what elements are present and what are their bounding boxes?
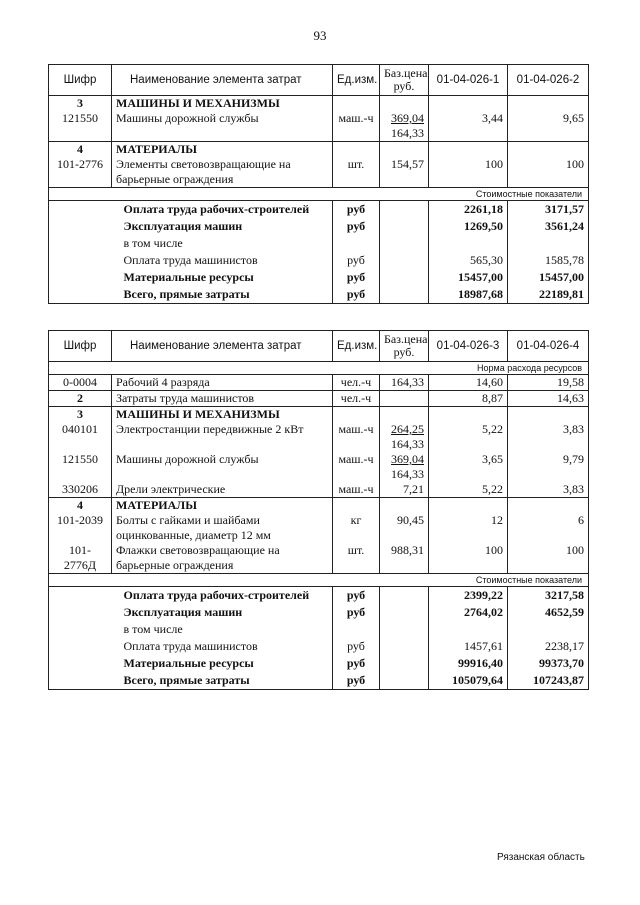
table-row	[49, 375, 589, 391]
row-unit: кг	[333, 513, 380, 543]
section-label: Норма расхода ресурсов	[49, 362, 589, 375]
row-name: Рабочий 4 разряда	[112, 375, 333, 391]
summary-unit: руб	[333, 655, 380, 672]
row-unit: маш.-ч	[333, 452, 380, 482]
section-label-row	[49, 362, 589, 375]
summary-name: Материальные ресурсы	[112, 655, 333, 672]
summary-name: Оплата труда машинистов	[112, 252, 333, 269]
row-code: 101-2039	[49, 513, 112, 543]
row-price: 154,57	[380, 157, 429, 188]
row-name: Машины дорожной службы	[112, 452, 333, 482]
section-label-row	[49, 188, 589, 201]
summary-value-a: 1457,61	[429, 638, 508, 655]
row-unit: шт.	[333, 543, 380, 574]
summary-value-b: 4652,59	[508, 604, 589, 621]
header-column-a: 01-04-026-3	[429, 331, 508, 362]
row-price: 164,33	[380, 375, 429, 391]
row-unit: чел.-ч	[333, 375, 380, 391]
row-value-b: 19,58	[508, 375, 589, 391]
summary-value-b: 22189,81	[508, 286, 589, 304]
section-label-row	[49, 574, 589, 587]
header-code: Шифр	[49, 331, 112, 362]
row-name: Элементы световозвращающие на барьерные ограждения	[112, 157, 333, 188]
table-row	[49, 543, 589, 574]
row-value-a: 8,87	[429, 391, 508, 407]
row-price: 369,04 164,33	[380, 111, 429, 142]
summary-name: в том числе	[112, 235, 333, 252]
row-value-b: 14,63	[508, 391, 589, 407]
group-number: 3	[49, 96, 112, 112]
summary-value-b: 107243,87	[508, 672, 589, 690]
group-number: 4	[49, 142, 112, 158]
row-value-a: 5,22	[429, 482, 508, 498]
summary-unit: руб	[333, 201, 380, 219]
summary-value-b: 3561,24	[508, 218, 589, 235]
summary-value-b: 15457,00	[508, 269, 589, 286]
summary-row	[49, 218, 589, 235]
summary-value-b: 2238,17	[508, 638, 589, 655]
row-value-b: 100	[508, 157, 589, 188]
header-unit: Ед.изм.	[333, 65, 380, 96]
group-title: МАТЕРИАЛЫ	[112, 142, 333, 158]
table-row	[49, 111, 589, 142]
row-code: 0-0004	[49, 375, 112, 391]
row-price: 264,25 164,33	[380, 422, 429, 452]
row-unit: шт.	[333, 157, 380, 188]
row-code: 121550	[49, 111, 112, 142]
row-unit: маш.-ч	[333, 422, 380, 452]
row-name: Затраты труда машинистов	[112, 391, 333, 407]
header-base-price: Баз.цена руб.	[380, 65, 429, 96]
row-price: 7,21	[380, 482, 429, 498]
summary-row	[49, 252, 589, 269]
group-title: МАШИНЫ И МЕХАНИЗМЫ	[112, 96, 333, 112]
summary-value-b: 3217,58	[508, 587, 589, 605]
row-price: 988,31	[380, 543, 429, 574]
summary-unit: руб	[333, 638, 380, 655]
summary-row	[49, 655, 589, 672]
row-value-b: 100	[508, 543, 589, 574]
section-label: Стоимостные показатели	[49, 188, 589, 201]
summary-unit: руб	[333, 587, 380, 605]
row-code: 330206	[49, 482, 112, 498]
group-row	[49, 498, 589, 514]
row-value-a: 100	[429, 157, 508, 188]
header-column-a: 01-04-026-1	[429, 65, 508, 96]
summary-value-b: 99373,70	[508, 655, 589, 672]
table-row	[49, 391, 589, 407]
table-header	[49, 331, 589, 362]
row-code: 101-2776Д	[49, 543, 112, 574]
group-title: МАТЕРИАЛЫ	[112, 498, 333, 514]
row-name: Болты с гайками и шайбами оцинкованные, диаметр 12 мм	[112, 513, 333, 543]
table-row	[49, 482, 589, 498]
row-name: Дрели электрические	[112, 482, 333, 498]
summary-name: Оплата труда рабочих-строителей	[112, 201, 333, 219]
row-code: 040101	[49, 422, 112, 452]
summary-unit: руб	[333, 604, 380, 621]
cost-table-1	[48, 64, 589, 304]
header-name: Наименование элемента затрат	[112, 65, 333, 96]
summary-unit: руб	[333, 269, 380, 286]
row-name: Машины дорожной службы	[112, 111, 333, 142]
summary-unit: руб	[333, 218, 380, 235]
group-title: МАШИНЫ И МЕХАНИЗМЫ	[112, 407, 333, 423]
row-name: Флажки световозвращающие на барьерные ограждения	[112, 543, 333, 574]
summary-value-a: 2399,22	[429, 587, 508, 605]
header-unit: Ед.изм.	[333, 331, 380, 362]
summary-value-b: 1585,78	[508, 252, 589, 269]
summary-unit: руб	[333, 672, 380, 690]
table-row	[49, 452, 589, 482]
row-value-b: 3,83	[508, 422, 589, 452]
row-code: 121550	[49, 452, 112, 482]
summary-unit: руб	[333, 286, 380, 304]
header-name: Наименование элемента затрат	[112, 331, 333, 362]
summary-row	[49, 604, 589, 621]
summary-value-a: 2764,02	[429, 604, 508, 621]
row-value-a: 14,60	[429, 375, 508, 391]
summary-value-a: 1269,50	[429, 218, 508, 235]
summary-name: Материальные ресурсы	[112, 269, 333, 286]
header-column-b: 01-04-026-2	[508, 65, 589, 96]
row-code: 101-2776	[49, 157, 112, 188]
row-value-b: 9,65	[508, 111, 589, 142]
summary-row	[49, 286, 589, 304]
summary-name: в том числе	[112, 621, 333, 638]
summary-row	[49, 672, 589, 690]
summary-row	[49, 235, 589, 252]
summary-value-a: 15457,00	[429, 269, 508, 286]
summary-row	[49, 269, 589, 286]
group-number: 4	[49, 498, 112, 514]
cost-table-2	[48, 330, 589, 690]
page-number: 93	[313, 28, 327, 43]
row-value-a: 100	[429, 543, 508, 574]
group-row	[49, 96, 589, 112]
summary-name: Всего, прямые затраты	[112, 286, 333, 304]
header-base-price: Баз.цена руб.	[380, 331, 429, 362]
row-code: 2	[49, 391, 112, 407]
group-row	[49, 142, 589, 158]
summary-name: Всего, прямые затраты	[112, 672, 333, 690]
row-value-b: 6	[508, 513, 589, 543]
header-column-b: 01-04-026-4	[508, 331, 589, 362]
summary-name: Оплата труда машинистов	[112, 638, 333, 655]
row-value-b: 3,83	[508, 482, 589, 498]
row-name: Электростанции передвижные 2 кВт	[112, 422, 333, 452]
table-row	[49, 157, 589, 188]
row-price: 369,04 164,33	[380, 452, 429, 482]
summary-name: Оплата труда рабочих-строителей	[112, 587, 333, 605]
row-value-a: 3,65	[429, 452, 508, 482]
table-row	[49, 513, 589, 543]
summary-value-a: 2261,18	[429, 201, 508, 219]
table-row	[49, 422, 589, 452]
row-value-a: 3,44	[429, 111, 508, 142]
group-row	[49, 407, 589, 423]
summary-value-a: 18987,68	[429, 286, 508, 304]
header-code: Шифр	[49, 65, 112, 96]
summary-value-b: 3171,57	[508, 201, 589, 219]
summary-value-a: 565,30	[429, 252, 508, 269]
row-unit: чел.-ч	[333, 391, 380, 407]
summary-value-a: 105079,64	[429, 672, 508, 690]
summary-unit: руб	[333, 252, 380, 269]
table-header	[49, 65, 589, 96]
summary-row	[49, 201, 589, 219]
row-unit: маш.-ч	[333, 111, 380, 142]
row-value-a: 12	[429, 513, 508, 543]
summary-row	[49, 587, 589, 605]
summary-row	[49, 638, 589, 655]
row-value-b: 9,79	[508, 452, 589, 482]
row-value-a: 5,22	[429, 422, 508, 452]
row-price: 90,45	[380, 513, 429, 543]
group-number: 3	[49, 407, 112, 423]
summary-value-a: 99916,40	[429, 655, 508, 672]
footer-region: Рязанская область	[497, 852, 585, 863]
summary-name: Эксплуатация машин	[112, 604, 333, 621]
row-unit: маш.-ч	[333, 482, 380, 498]
summary-row	[49, 621, 589, 638]
section-label: Стоимостные показатели	[49, 574, 589, 587]
summary-name: Эксплуатация машин	[112, 218, 333, 235]
